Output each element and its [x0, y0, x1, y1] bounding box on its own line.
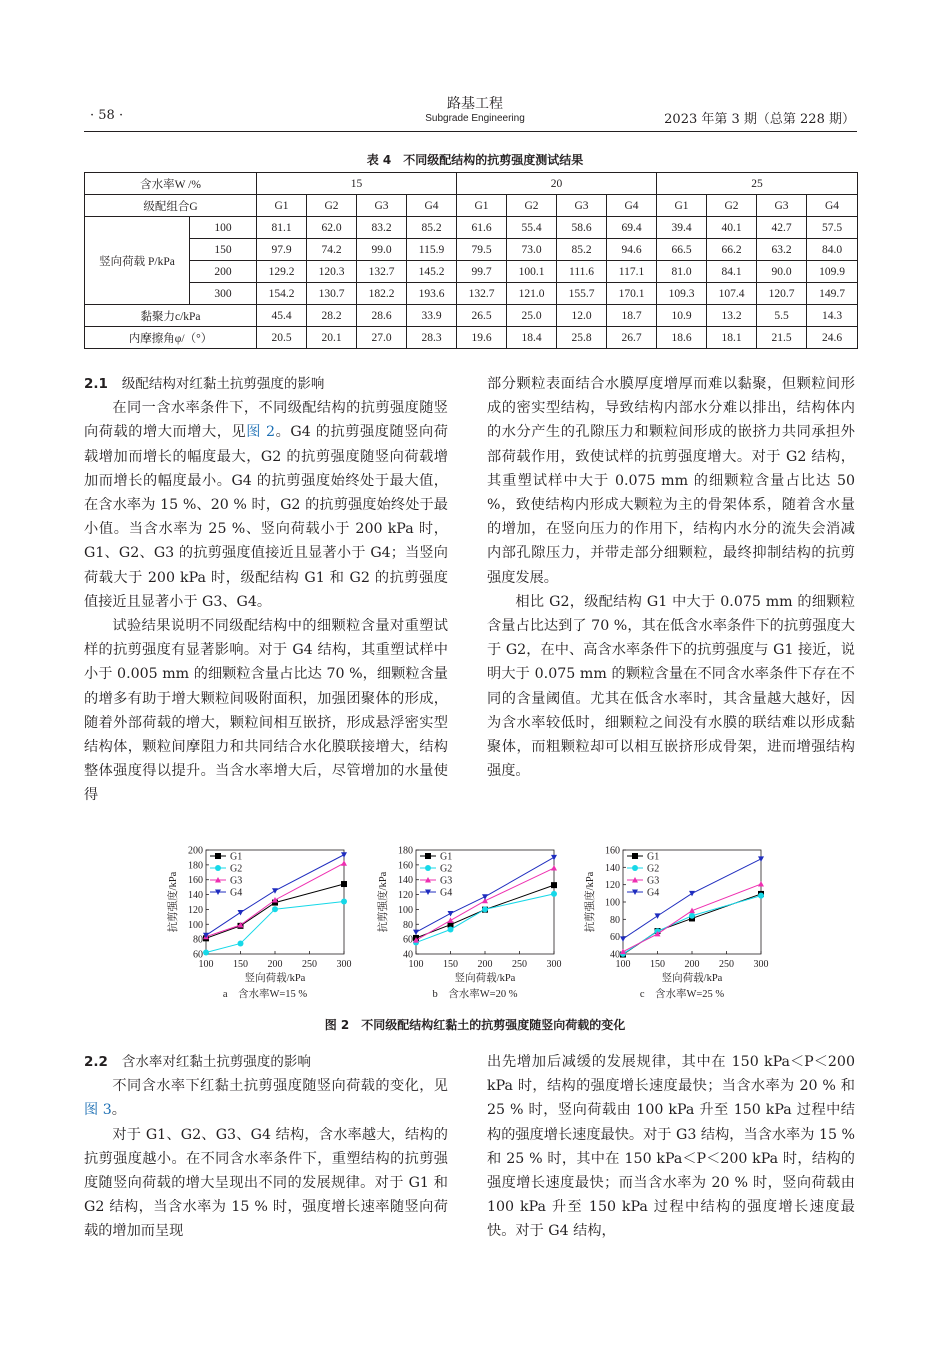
table-cell: 132.7 [457, 283, 507, 305]
data-point-g1 [215, 853, 221, 859]
legend-label: G2 [230, 863, 243, 875]
header-cell: 20 [457, 173, 657, 195]
x-tick-label: 200 [267, 959, 283, 970]
data-point-g4 [551, 855, 557, 861]
table-cell: 20.5 [257, 327, 307, 349]
row-header-cell: 内摩擦角φ/（°） [85, 327, 257, 349]
table-cell: 33.9 [407, 305, 457, 327]
table-cell: 13.2 [707, 305, 757, 327]
y-tick-label: 60 [610, 932, 620, 944]
legend-label: G3 [230, 875, 243, 887]
table-cell: 28.3 [407, 327, 457, 349]
x-tick-label: 300 [546, 959, 562, 970]
header-cell: G1 [257, 195, 307, 217]
x-tick-label: 150 [233, 959, 248, 970]
journal-title-en: Subgrade Engineering [425, 113, 525, 124]
table-cell: 83.2 [357, 217, 407, 239]
table-cell: 132.7 [357, 261, 407, 283]
table-cell: 120.3 [307, 261, 357, 283]
table-cell: 107.4 [707, 283, 757, 305]
data-point-g2 [425, 865, 431, 871]
table-cell: 25.0 [507, 305, 557, 327]
table-cell: 19.6 [457, 327, 507, 349]
y-tick-label: 60 [193, 949, 203, 961]
table-cell: 182.2 [357, 283, 407, 305]
table-cell: 63.2 [757, 239, 807, 261]
data-point-g2 [482, 906, 488, 912]
table-cell: 39.4 [657, 217, 707, 239]
data-point-g4 [413, 930, 419, 936]
table-cell: 145.2 [407, 261, 457, 283]
data-point-g2 [341, 898, 347, 904]
x-tick-label: 300 [336, 959, 352, 970]
row-header-cell: 100 [190, 217, 257, 239]
issue-info: 2023 年第 3 期（总第 228 期） [664, 112, 855, 127]
legend-label: G4 [647, 887, 660, 899]
table-cell: 24.6 [807, 327, 858, 349]
data-point-g3 [551, 865, 557, 871]
page-number: · 58 · [90, 108, 124, 123]
right-column [487, 372, 855, 783]
table-cell: 69.4 [607, 217, 657, 239]
table-cell: 26.5 [457, 305, 507, 327]
data-point-g3 [758, 881, 764, 887]
legend-label: G2 [647, 863, 660, 875]
x-tick-label: 300 [753, 959, 769, 970]
header-cell: G2 [507, 195, 557, 217]
y-tick-label: 180 [398, 845, 413, 857]
table-row [85, 217, 858, 239]
table-cell: 40.1 [707, 217, 757, 239]
x-axis-label: 竖向荷载/kPa [244, 973, 306, 984]
table-cell: 154.2 [257, 283, 307, 305]
table-cell: 115.9 [407, 239, 457, 261]
paragraph: 不同含水率下红黏土抗剪强度随竖向荷载的变化，见图 3。 [84, 1078, 448, 1119]
table-row [85, 283, 858, 305]
legend-label: G1 [230, 851, 243, 863]
table-cell: 90.0 [757, 261, 807, 283]
table-cell: 121.0 [507, 283, 557, 305]
row-header-cell: 150 [190, 239, 257, 261]
table-row [85, 305, 858, 327]
data-point-g2 [272, 906, 278, 912]
header-cell: G3 [757, 195, 807, 217]
y-tick-label: 160 [605, 845, 620, 857]
table-cell: 111.6 [557, 261, 607, 283]
y-tick-label: 40 [610, 949, 620, 961]
legend-label: G1 [647, 851, 660, 863]
y-tick-label: 80 [193, 934, 203, 946]
data-point-g4 [655, 913, 661, 919]
x-tick-label: 250 [302, 959, 317, 970]
data-point-g2 [203, 950, 209, 956]
results-table [84, 172, 858, 349]
table-cell: 84.0 [807, 239, 858, 261]
data-point-g4 [689, 891, 695, 897]
table-cell: 45.4 [257, 305, 307, 327]
data-point-g2 [551, 891, 557, 897]
table-row [85, 239, 858, 261]
series-line-g4 [623, 859, 761, 939]
table-cell: 81.0 [657, 261, 707, 283]
table-cell: 58.6 [557, 217, 607, 239]
data-point-g4 [238, 910, 244, 916]
left-column [84, 372, 448, 808]
y-tick-label: 160 [398, 860, 413, 872]
paragraph: 在同一含水率条件下，不同级配结构的抗剪强度随竖向荷载的增大而增大，见图 2。G4 的抗剪强度随竖向荷载增加而增长的幅度最大，G2 的抗剪强度随竖向荷载增加而增长的幅度最小。G4 的抗剪强度始终处于最大值，在含水率为 15 %、20 % 时，G2 的抗剪强度始终处于最小值。当含水率为 25 %、竖向荷载小于 200 kPa 时，G1、G2、G3 的抗剪强度值接近且显著小于 G4；当竖向荷载大于 200 kPa 时，级配结构 G1 和 G2 的抗剪强度值接近且显著小于 G3、G4。 [84, 400, 448, 610]
table-cell: 21.5 [757, 327, 807, 349]
table-cell: 85.2 [407, 217, 457, 239]
table-cell: 193.6 [407, 283, 457, 305]
y-tick-label: 40 [403, 949, 413, 961]
paragraph: 对于 G1、G2、G3、G4 结构，含水率越大，结构的抗剪强度越小。在不同含水率条件下，重塑结构的抗剪强度随竖向荷载的增大呈现出不同的发展规律。对于 G1 和 G2 结构，当含水率为 15 % 时，强度增长速率随竖向荷载的增加而呈现 [84, 1126, 448, 1240]
data-point-g2 [238, 940, 244, 946]
table-cell: 18.6 [657, 327, 707, 349]
table-cell: 57.5 [807, 217, 858, 239]
data-point-g2 [758, 893, 764, 899]
header-cell: G2 [307, 195, 357, 217]
y-tick-label: 120 [605, 880, 620, 892]
legend-label: G4 [230, 887, 243, 899]
section-2-2-heading: 2.2 含水率对红黏土抗剪强度的影响 [84, 1054, 311, 1070]
x-tick-label: 150 [443, 959, 458, 970]
data-point-g4 [620, 936, 626, 942]
data-point-g1 [632, 853, 638, 859]
x-tick-label: 250 [512, 959, 527, 970]
table-cell: 129.2 [257, 261, 307, 283]
data-point-g4 [482, 894, 488, 900]
row-header-cell: 黏聚力c/kPa [85, 305, 257, 327]
header-cell: 25 [657, 173, 858, 195]
table-cell: 109.3 [657, 283, 707, 305]
table-cell: 55.4 [507, 217, 557, 239]
header-cell: G1 [657, 195, 707, 217]
header-cell: G2 [707, 195, 757, 217]
figure-2-link[interactable]: 图 2 [246, 424, 276, 441]
header-cell: 含水率W /% [85, 173, 257, 195]
y-tick-label: 200 [188, 845, 203, 857]
y-axis-label: 抗剪强度/kPa [585, 871, 596, 933]
data-point-g2 [689, 913, 695, 919]
y-tick-label: 100 [188, 919, 203, 931]
series-line-g4 [206, 855, 344, 936]
y-tick-label: 100 [605, 897, 620, 909]
y-tick-label: 180 [188, 860, 203, 872]
table-cell: 79.5 [457, 239, 507, 261]
y-tick-label: 100 [398, 904, 413, 916]
subfigure-caption: b 含水率W=20 % [432, 989, 518, 1000]
data-point-g3 [341, 860, 347, 866]
table-cell: 27.0 [357, 327, 407, 349]
header-cell: G4 [807, 195, 858, 217]
y-tick-label: 120 [398, 890, 413, 902]
data-point-g4 [341, 852, 347, 858]
series-line-g1 [623, 894, 761, 955]
y-tick-label: 80 [610, 914, 620, 926]
table-row [85, 327, 858, 349]
table-row [85, 173, 858, 195]
table-cell: 18.4 [507, 327, 557, 349]
journal-title-cn: 路基工程 [447, 96, 503, 112]
y-tick-label: 140 [605, 862, 620, 874]
x-tick-label: 150 [650, 959, 665, 970]
table-cell: 25.8 [557, 327, 607, 349]
data-point-g1 [341, 881, 347, 887]
y-tick-label: 160 [188, 875, 203, 887]
legend-label: G4 [440, 887, 453, 899]
table-cell: 94.6 [607, 239, 657, 261]
table-cell: 149.7 [807, 283, 858, 305]
legend-label: G1 [440, 851, 453, 863]
header-cell: G3 [557, 195, 607, 217]
header-cell: 级配组合G [85, 195, 257, 217]
table-cell: 12.0 [557, 305, 607, 327]
table-cell: 18.1 [707, 327, 757, 349]
figure-caption: 图 2 不同级配结构红黏土的抗剪强度随竖向荷载的变化 [324, 1018, 626, 1032]
table-cell: 120.7 [757, 283, 807, 305]
data-point-g3 [689, 908, 695, 914]
table-caption: 表 4 不同级配结构的抗剪强度测试结果 [366, 153, 584, 167]
paragraph: 部分颗粒表面结合水膜厚度增厚而难以黏聚，但颗粒间形成的密实型结构，导致结构内部水分难以排出，结构体内的水分产生的孔隙压力和颗粒间形成的嵌挤力共同承担外部荷载作用，致使试样的抗剪强度增大。对于 G2 结构，其重塑试样中大于 0.075 mm 的细颗粒含量占比达 50 %，致使结构内形成大颗粒为主的骨架体系，随着含水量的增加，在竖向压力的作用下，结构内水分的流失会消减内部孔隙压力，并带走部分细颗粒，最终抑制结构的抗剪强度发展。 [487, 376, 855, 586]
table-cell: 97.9 [257, 239, 307, 261]
table-cell: 100.1 [507, 261, 557, 283]
x-tick-label: 100 [198, 959, 214, 970]
table-cell: 109.9 [807, 261, 858, 283]
lower-right-column [487, 1050, 855, 1244]
data-point-g3 [620, 949, 626, 955]
table-cell: 99.7 [457, 261, 507, 283]
subfigure-caption: c 含水率W=25 % [639, 989, 725, 1000]
table-cell: 155.7 [557, 283, 607, 305]
header-cell: G3 [357, 195, 407, 217]
x-axis-label: 竖向荷载/kPa [661, 973, 723, 984]
data-point-g3 [448, 917, 454, 923]
paragraph: 相比 G2，级配结构 G1 中大于 0.075 mm 的细颗粒含量占比达到了 70 %，其在低含水率条件下的抗剪强度大于 G2，在中、高含水率条件下的抗剪强度与 G1 接近，说明大于 0.075 mm 的颗粒含量在不同含水率条件下存在不同的含量阈值。尤其在低含水率时，其含量越大越好，因为含水率较低时，细颗粒之间没有水膜的联结难以形成黏聚体，而粗颗粒却可以相互嵌挤形成骨架，进而增强结构强度。 [487, 593, 855, 780]
table-cell: 61.6 [457, 217, 507, 239]
table-cell: 85.2 [557, 239, 607, 261]
subfigure-caption: a 含水率W=15 % [222, 989, 308, 1000]
table-cell: 81.1 [257, 217, 307, 239]
table-cell: 20.1 [307, 327, 357, 349]
figure-3-link[interactable]: 图 3 [84, 1102, 112, 1119]
y-axis-label: 抗剪强度/kPa [378, 871, 389, 933]
x-axis-label: 竖向荷载/kPa [454, 973, 516, 984]
paragraph: 试验结果说明不同级配结构中的细颗粒含量对重塑试样的抗剪强度有显著影响。对于 G4 结构，其重塑试样中小于 0.005 mm 的细颗粒含量占比达 70 %，细颗粒含量的增多有助于增大颗粒间吸附面积，加强团聚体的形成，随着外部荷载的增大，颗粒间相互嵌挤，形成悬浮密实型结构体，颗粒间摩阻力和共同结合水化膜联接增大，结构整体强度得以提升。当含水率增大后，尽管增加的水量使得 [84, 618, 448, 804]
table-cell: 73.0 [507, 239, 557, 261]
table-cell: 84.1 [707, 261, 757, 283]
legend-label: G3 [647, 875, 660, 887]
header-rule [84, 131, 857, 132]
table-cell: 130.7 [307, 283, 357, 305]
data-point-g4 [758, 856, 764, 862]
header-cell: G4 [607, 195, 657, 217]
data-point-g2 [215, 865, 221, 871]
table-cell: 28.2 [307, 305, 357, 327]
table-cell: 5.5 [757, 305, 807, 327]
x-tick-label: 100 [408, 959, 424, 970]
chart-water-25 [577, 842, 797, 1008]
table-cell: 18.7 [607, 305, 657, 327]
header-cell: G4 [407, 195, 457, 217]
row-header-cell: 200 [190, 261, 257, 283]
table-row [85, 195, 858, 217]
data-point-g2 [632, 865, 638, 871]
table-cell: 170.1 [607, 283, 657, 305]
data-point-g1 [425, 853, 431, 859]
row-header-cell: 竖向荷载 P/kPa [85, 217, 190, 305]
lower-left-column [84, 1050, 448, 1244]
y-tick-label: 60 [403, 934, 413, 946]
table-cell: 74.2 [307, 239, 357, 261]
table-cell: 66.2 [707, 239, 757, 261]
data-point-g4 [448, 911, 454, 917]
legend-label: G3 [440, 875, 453, 887]
data-point-g4 [272, 888, 278, 894]
y-tick-label: 120 [188, 904, 203, 916]
y-tick-label: 140 [188, 890, 203, 902]
y-tick-label: 140 [398, 875, 413, 887]
header-cell: G1 [457, 195, 507, 217]
data-point-g2 [448, 926, 454, 932]
table-row [85, 261, 858, 283]
data-point-g1 [551, 882, 557, 888]
table-cell: 28.6 [357, 305, 407, 327]
table-cell: 62.0 [307, 217, 357, 239]
row-header-cell: 300 [190, 283, 257, 305]
section-2-1-heading: 2.1 级配结构对红黏土抗剪强度的影响 [84, 376, 325, 392]
x-tick-label: 250 [719, 959, 734, 970]
table-cell: 117.1 [607, 261, 657, 283]
header-cell: 15 [257, 173, 457, 195]
x-tick-label: 100 [615, 959, 631, 970]
chart-water-15 [160, 842, 380, 1008]
paragraph: 出先增加后减缓的发展规律，其中在 150 kPa＜P＜200 kPa 时，结构的强度增长速度最快；当含水率为 20 % 和 25 % 时，竖向荷载由 100 kPa 升至 150 kPa 过程中结构的强度增长速度最快。对于 G3 结构，当含水率为 15 % 和 25 % 时，其中在 150 kPa＜P＜200 kPa 时，结构的强度增长速度最快；而当含水率为 20 % 时，竖向荷载由 100 kPa 升至 150 kPa 过程中结构的强度增长速度最快。对于 G4 结构， [487, 1054, 855, 1240]
y-tick-label: 80 [403, 919, 413, 931]
chart-water-20 [370, 842, 590, 1008]
table-cell: 26.7 [607, 327, 657, 349]
series-line-g3 [416, 868, 554, 940]
table-cell: 66.5 [657, 239, 707, 261]
table-cell: 99.0 [357, 239, 407, 261]
x-tick-label: 200 [477, 959, 493, 970]
y-axis-label: 抗剪强度/kPa [168, 871, 179, 933]
table-cell: 14.3 [807, 305, 858, 327]
legend-label: G2 [440, 863, 453, 875]
x-tick-label: 200 [684, 959, 700, 970]
table-cell: 42.7 [757, 217, 807, 239]
table-cell: 10.9 [657, 305, 707, 327]
